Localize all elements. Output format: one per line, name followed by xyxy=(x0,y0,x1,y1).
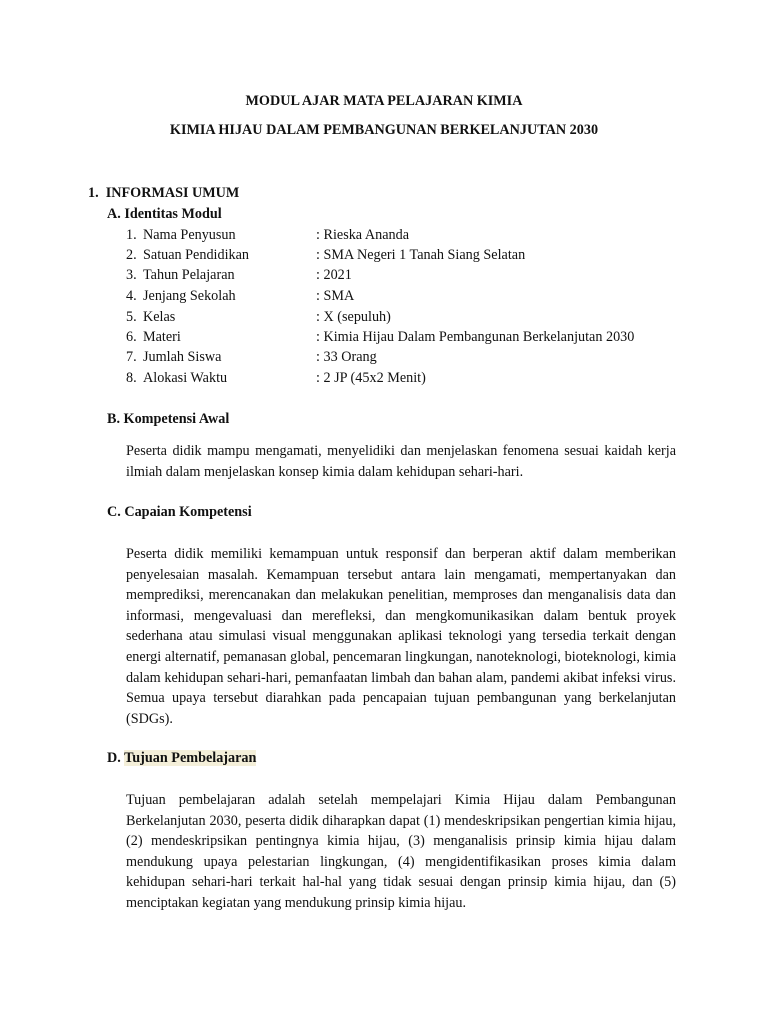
row-number: 1. xyxy=(126,227,137,243)
row-value: : 2 JP (45x2 Menit) xyxy=(316,370,426,386)
identitas-row xyxy=(126,247,686,267)
identitas-row xyxy=(126,329,686,349)
row-label: Kelas xyxy=(143,309,176,325)
row-label: Jenjang Sekolah xyxy=(143,288,236,304)
capaian-kompetensi-heading: C. Capaian Kompetensi xyxy=(107,504,252,520)
identitas-row xyxy=(126,370,686,390)
kompetensi-awal-paragraph: Peserta didik mampu mengamati, menyelidiki dan menjelaskan fenomena sesuai kaidah kerja ilmiah dalam menjelaskan konsep kimia dalam kehidupan sehari-hari. xyxy=(126,443,676,480)
row-number: 5. xyxy=(126,309,137,325)
tujuan-prefix: D. xyxy=(107,750,125,766)
row-value: : X (sepuluh) xyxy=(316,309,391,325)
row-label: Nama Penyusun xyxy=(143,227,236,243)
capaian-kompetensi-paragraph: Peserta didik memiliki kemampuan untuk responsif dan berperan aktif dalam memberikan penyelesaian masalah. Kemampuan tersebut antara lain mengamati, mempertanyakan dan memprediksi, merencanakan dan melakukan penelitian, memproses dan menganalisis data dan informasi, mengevaluasi dan merefleksi, dan mengkomunikasikan dalam bentuk proyek sederhana atau simulasi visual menggunakan aplikasi teknologi yang tersedia terkait dengan energi alternatif, pemanasan global, pencemaran lingkungan, nanoteknologi, bioteknologi, kimia dalam kehidupan sehari-hari, pemanfaatan limbah dan bahan alam, pandemi akibat infeksi virus. Semua upaya tersebut diarahkan pada pencapaian tujuan pembangunan yang berkelanjutan (SDGs). xyxy=(126,546,676,727)
row-label: Alokasi Waktu xyxy=(143,370,228,386)
document-subtitle: KIMIA HIJAU DALAM PEMBANGUNAN BERKELANJUTAN 2030 xyxy=(169,122,599,138)
row-value: : 2021 xyxy=(316,267,352,283)
document-title: MODUL AJAR MATA PELAJARAN KIMIA xyxy=(245,93,523,109)
row-number: 3. xyxy=(126,267,137,283)
identitas-row xyxy=(126,349,686,369)
section-informasi-umum-heading: 1. INFORMASI UMUM xyxy=(88,185,240,201)
row-label: Tahun Pelajaran xyxy=(143,267,235,283)
tujuan-pembelajaran-paragraph: Tujuan pembelajaran adalah setelah mempelajari Kimia Hijau dalam Pembangunan Berkelanjutan 2030, peserta didik diharapkan dapat (1) mendeskripsikan pengertian kimia hijau, (2) mendeskripsikan pentingnya kimia hijau, (3) menganalisis prinsip kimia hijau dalam mendukung upaya pelestarian lingkungan, (4) mengidentifikasikan proses kimia dalam kehidupan sehari-hari terkait hal-hal yang tidak sesuai dengan prinsip kimia hijau, dan (5) menciptakan kegiatan yang mendukung prinsip kimia hijau. xyxy=(126,792,676,911)
row-number: 2. xyxy=(126,247,137,263)
row-label: Satuan Pendidikan xyxy=(143,247,249,263)
identitas-row xyxy=(126,288,686,308)
identitas-row xyxy=(126,267,686,287)
row-label: Materi xyxy=(143,329,181,345)
row-number: 6. xyxy=(126,329,137,345)
tujuan-highlighted-title: Tujuan Pembelajaran xyxy=(124,750,257,766)
row-value: : SMA Negeri 1 Tanah Siang Selatan xyxy=(316,247,526,263)
row-value: : 33 Orang xyxy=(316,349,377,365)
row-value: : SMA xyxy=(316,288,355,304)
identitas-modul-heading: A. Identitas Modul xyxy=(107,206,222,222)
identitas-row xyxy=(126,309,686,329)
row-number: 7. xyxy=(126,349,137,365)
tujuan-pembelajaran-heading xyxy=(107,750,256,767)
row-value: : Kimia Hijau Dalam Pembangunan Berkelanjutan 2030 xyxy=(316,329,635,345)
row-number: 4. xyxy=(126,288,137,304)
identitas-row xyxy=(126,227,686,247)
kompetensi-awal-heading: B. Kompetensi Awal xyxy=(107,411,230,427)
row-label: Jumlah Siswa xyxy=(143,349,222,365)
row-number: 8. xyxy=(126,370,137,386)
row-value: : Rieska Ananda xyxy=(316,227,409,243)
